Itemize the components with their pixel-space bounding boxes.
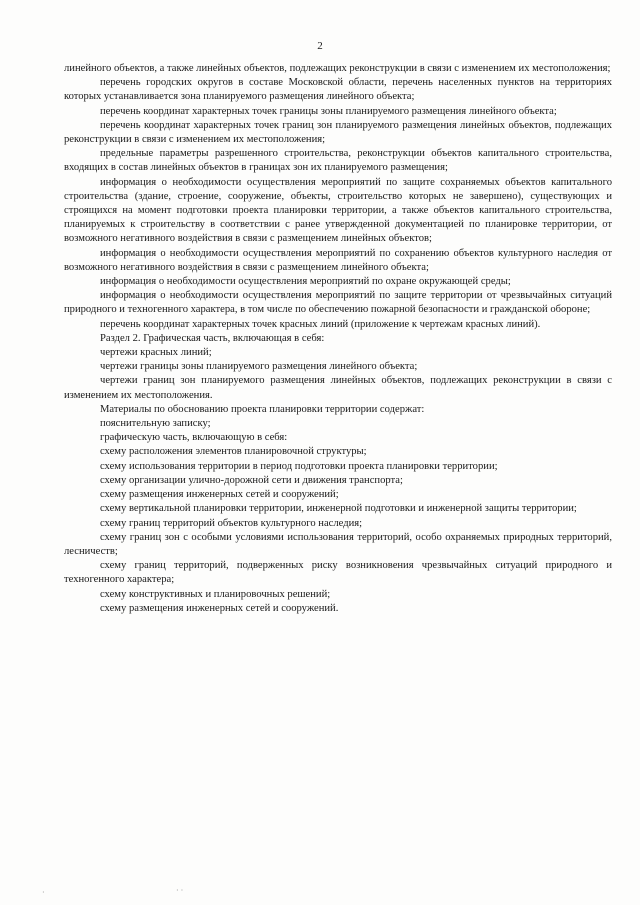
paragraph: Раздел 2. Графическая часть, включающая в себя:: [100, 332, 325, 344]
paragraph: чертежи границ зон планируемого размещения линейных объектов, подлежащих реконструкции в связи с изменением их местоположения.: [64, 375, 612, 401]
paragraph: перечень координат характерных точек границ зон планируемого размещения линейных объектов, подлежащих реконструкции в связи с изменением их местоположения;: [64, 119, 612, 146]
paragraph: чертежи границы зоны планируемого размещения линейного объекта;: [100, 361, 418, 373]
paragraph: схему конструктивных и планировочных решений;: [100, 588, 331, 600]
paragraph: схему границ территорий объектов культурного наследия;: [100, 517, 363, 529]
paragraph: схему размещения инженерных сетей и сооружений;: [100, 489, 339, 501]
paragraph: линейного объектов, а также линейных объектов, подлежащих реконструкции в связи с изменением их местоположения;: [64, 63, 611, 74]
document-body: [64, 62, 612, 616]
paragraph: информация о необходимости осуществления мероприятий по охране окружающей среды;: [100, 276, 511, 288]
paragraph: перечень координат характерных точек красных линий (приложение к чертежам красных линий).: [100, 318, 541, 330]
paragraph: чертежи красных линий;: [100, 347, 212, 359]
paragraph: схему границ территорий, подверженных риску возникновения чрезвычайных ситуаций природного и техногенного характера;: [64, 560, 612, 586]
scan-artifact-mark: · ·: [176, 886, 184, 895]
paragraph: пояснительную записку;: [100, 418, 211, 430]
scan-artifact-mark: ·: [42, 888, 45, 897]
paragraph: схему размещения инженерных сетей и сооружений.: [100, 602, 339, 614]
paragraph: схему границ зон с особыми условиями использования территорий, особо охраняемых природных территорий, лесничеств;: [64, 531, 612, 557]
paragraph: схему расположения элементов планировочной структуры;: [100, 446, 367, 458]
paragraph: информация о необходимости осуществления мероприятий по защите сохраняемых объектов капитального строительства (здание, строение, сооружение, объекты, строительство которых не завершено), существующих и строящихся на момент подготовки проекта планировки территории, а также объектов капитального строительства, планируемых к строительству в соответствии с ранее утвержденной документацией по планировке территории, от возможного негативного воздействия в связи с размещением линейных объектов;: [64, 176, 612, 245]
paragraph: схему вертикальной планировки территории, инженерной подготовки и инженерной защиты территории;: [100, 503, 577, 515]
paragraph: информация о необходимости осуществления мероприятий по защите территории от чрезвычайных ситуаций природного и техногенного характера, в том числе по обеспечению пожарной безопасности и гражданской обороне;: [64, 290, 612, 316]
paragraph: перечень городских округов в составе Московской области, перечень населенных пунктов на территориях которых устанавливается зона планируемого размещения линейного объекта;: [64, 77, 612, 103]
paragraph: Материалы по обоснованию проекта планировки территории содержат:: [100, 403, 425, 415]
paragraph: графическую часть, включающую в себя:: [100, 432, 288, 444]
paragraph: схему использования территории в период подготовки проекта планировки территории;: [100, 460, 498, 472]
paragraph: перечень координат характерных точек границы зоны планируемого размещения линейного объекта;: [100, 105, 557, 117]
page-number: 2: [317, 40, 323, 52]
paragraph: схему организации улично-дорожной сети и движения транспорта;: [100, 474, 403, 486]
paragraph: информация о необходимости осуществления мероприятий по сохранению объектов культурного наследия от возможного негативного воздействия в связи с размещением линейного объекта;: [64, 247, 612, 273]
paragraph: предельные параметры разрешенного строительства, реконструкции объектов капитального строительства, входящих в состав линейных объектов в границах зон их планируемого размещения;: [64, 148, 612, 174]
